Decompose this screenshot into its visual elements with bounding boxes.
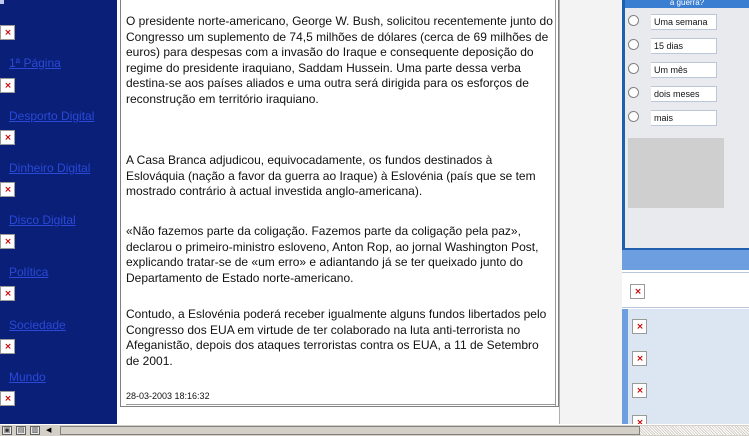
poll-placeholder (628, 138, 724, 208)
article-paragraph: Contudo, a Eslovénia poderá receber igualmente alguns fundos libertados pelo Congresso dos EUA em virtude de ter colaborado na luta anti-terrorista no Afeganistão, depois dos ataques terroristas contra os EUA, a 11 de Setembro de 2001. (126, 307, 547, 368)
normal-view-icon[interactable]: ▣ (3, 427, 11, 434)
radio-button[interactable] (628, 15, 639, 26)
nav-link-mundo[interactable]: Mundo (9, 370, 46, 384)
scroll-left-icon[interactable]: ◀ (46, 427, 52, 434)
article-paragraph: «Não fazemos parte da coligação. Fazemos parte da coligação pela paz», declarou o primeiro-ministro esloveno, Anton Rop, ao jornal Washington Post, explicando tratar-se de «um erro» e adiantando já se ter queixado junto do Departamento de Estado norte-americano. (126, 224, 539, 285)
web-layout-icon[interactable]: ▤ (17, 427, 25, 434)
broken-image-icon: × (0, 78, 15, 93)
sidebar-list (622, 309, 749, 424)
broken-image-icon: × (0, 391, 15, 406)
nav-link-1a-pagina[interactable]: 1ª Página (9, 56, 61, 70)
broken-image-icon: × (0, 286, 15, 301)
radio-button[interactable] (628, 87, 639, 98)
broken-image-icon: × (632, 351, 647, 366)
broken-image-icon: × (0, 25, 15, 40)
broken-image-icon: × (0, 339, 15, 354)
divider (126, 404, 556, 405)
scrollbar-thumb[interactable] (60, 426, 640, 435)
nav-dot (0, 0, 4, 4)
poll-option[interactable] (625, 34, 749, 58)
gutter (559, 0, 622, 424)
poll-option-label: Uma semana (651, 14, 717, 30)
radio-button[interactable] (628, 39, 639, 50)
article-panel (120, 0, 559, 406)
article-footer (120, 406, 559, 424)
article-paragraph: A Casa Branca adjudicou, equivocadamente, os fundos destinados à Eslováquia (nação a favor da guerra ao Iraque) à Eslovénia (país que se tem mostrado contrário à actual investida anglo-americana). (126, 153, 536, 198)
broken-image-icon: × (0, 130, 15, 145)
poll-option-label: Um mês (651, 62, 717, 78)
poll-option[interactable] (625, 82, 749, 106)
status-bar (0, 424, 749, 436)
nav-link-dinheiro[interactable]: Dinheiro Digital (9, 161, 91, 175)
article-body (126, 0, 556, 406)
broken-image-icon: × (632, 319, 647, 334)
print-layout-icon[interactable]: ▥ (31, 427, 39, 434)
poll-option[interactable] (625, 10, 749, 34)
poll-option[interactable] (625, 106, 749, 130)
nav-link-politica[interactable]: Política (9, 265, 49, 279)
poll-option-label: mais (651, 110, 717, 126)
nav-link-desporto[interactable]: Desporto Digital (9, 109, 95, 123)
poll-box (622, 0, 749, 250)
poll-option[interactable] (625, 58, 749, 82)
broken-image-icon: × (0, 234, 15, 249)
poll-option-label: 15 dias (651, 38, 717, 54)
nav-link-sociedade[interactable]: Sociedade (9, 318, 66, 332)
broken-image-icon: × (0, 182, 15, 197)
radio-button[interactable] (628, 63, 639, 74)
poll-options (625, 8, 749, 248)
radio-button[interactable] (628, 111, 639, 122)
broken-image-icon: × (632, 383, 647, 398)
broken-image-icon: × (630, 284, 645, 299)
article-paragraph: O presidente norte-americano, George W. Bush, solicitou recentemente junto do Congresso um suplemento de 74,5 milhões de dólares (cerca de 69 milhões de euros) para despesas com a invasão do Iraque e consequente deposição do regime do presidente iraquiano, Saddam Hussein. Uma parte dessa verba destina-se aos países aliados e uma outra será dirigida para os esforços de reconstrução em território iraquiano. (126, 14, 553, 106)
sidebar-banner (622, 272, 749, 308)
left-nav (0, 0, 117, 424)
sidebar-strip (622, 309, 628, 424)
sidebar-band (622, 250, 749, 270)
article-date: 28-03-2003 18:16:32 (126, 391, 210, 401)
poll-title: a guerra? (625, 0, 749, 8)
nav-link-disco[interactable]: Disco Digital (9, 213, 76, 227)
broken-image-icon: × (632, 415, 647, 424)
poll-option-label: dois meses (651, 86, 717, 102)
right-sidebar (622, 0, 749, 424)
